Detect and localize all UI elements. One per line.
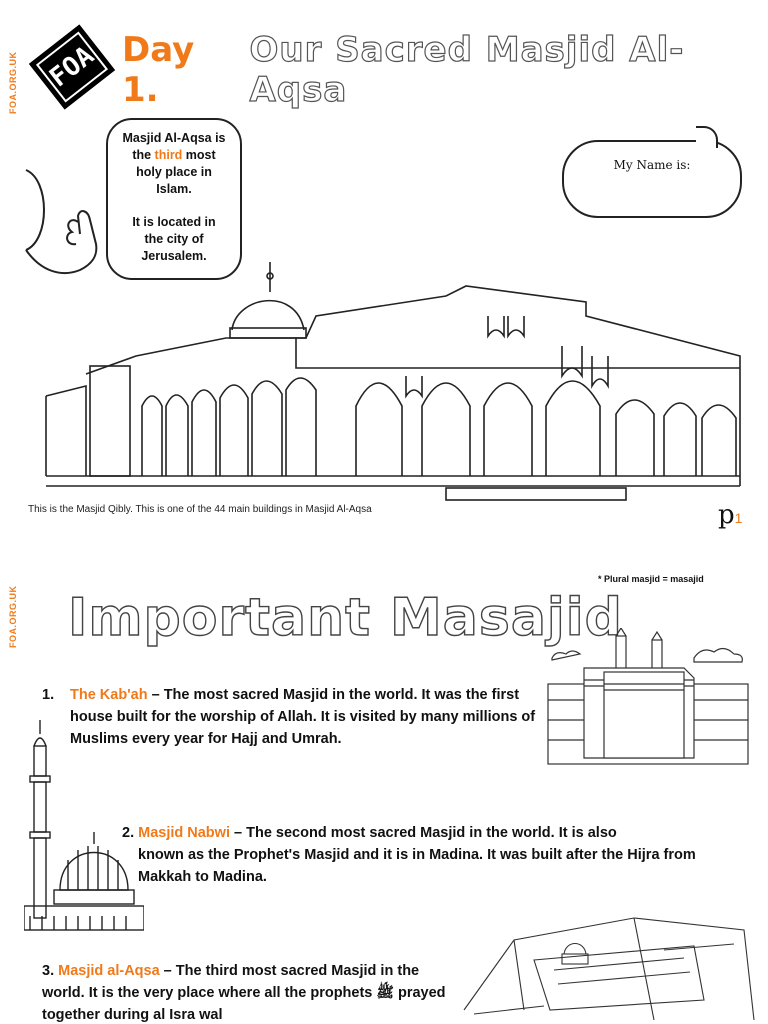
day-label: Day 1. [122,30,195,110]
item-text-rest: known as the Prophet's Masjid and it is in Madina. It was built after the Hijra from Makkah to Madina. [138,847,696,885]
item-name-kabah: The Kab'ah [70,687,148,703]
bubble-line: It is located in [132,215,216,229]
item-text-lead: – The third most sacred Masjid in [159,963,394,979]
masjid-qibly-illustration [26,256,742,506]
bubble-line: Jerusalem. [141,249,207,263]
list-item-masjid-nabwi [122,822,702,888]
bubble-line: the [132,148,155,162]
name-speech-bubble[interactable] [562,140,742,218]
al-aqsa-aerial-illustration [454,910,764,1024]
bubble-line: the city of [144,232,204,246]
list-item-kabah [42,684,552,750]
item-name-masjid-nabwi: Masjid Nabwi [138,825,230,841]
bubble-line: Masjid Al-Aqsa is [122,131,226,145]
bubble-line: most [182,148,216,162]
name-label: My Name is: [613,158,691,172]
item-number: 3. [42,963,55,979]
foa-logo: FOA [29,24,115,109]
bubble-line: holy place in [136,165,212,179]
title-outline-text: Our Sacred Masjid Al-Aqsa [249,30,685,110]
list-item-masjid-al-aqsa [42,960,452,1024]
item-number: 2. [122,825,135,841]
item-text-rest: the world. It is the very place where all the prophets ﷺ prayed together during al Isra wal [42,963,446,1023]
site-url-vertical-bottom: FOA.ORG.UK [8,585,18,648]
plural-note: * Plural masjid = masajid [598,574,704,584]
page-number [718,500,742,530]
kaaba-illustration [544,628,752,766]
item-text-lead: – The second most sacred Masjid in the world. It is also [229,825,617,841]
bubble-line: Islam. [156,182,192,196]
bubble-highlight-third: third [154,148,183,162]
page-number-digit: 1 [734,510,743,526]
page-title [122,30,768,110]
site-url-vertical-top: FOA.ORG.UK [8,51,18,114]
item-text-rest: the first house built for the worship of Allah. It is visited by many millions of Muslims every year for Hajj and Umrah. [70,687,536,747]
item-name-masjid-al-aqsa: Masjid al-Aqsa [58,963,160,979]
page-number-p: p [718,500,735,530]
item-number: 1. [42,687,55,703]
image-caption: This is the Masjid Qibly. This is one of the 44 main buildings in Masjid Al-Aqsa [28,504,372,515]
section-title: Important Masajid [68,588,623,648]
item-text-lead: – The most sacred Masjid in the world. It was [147,687,462,703]
